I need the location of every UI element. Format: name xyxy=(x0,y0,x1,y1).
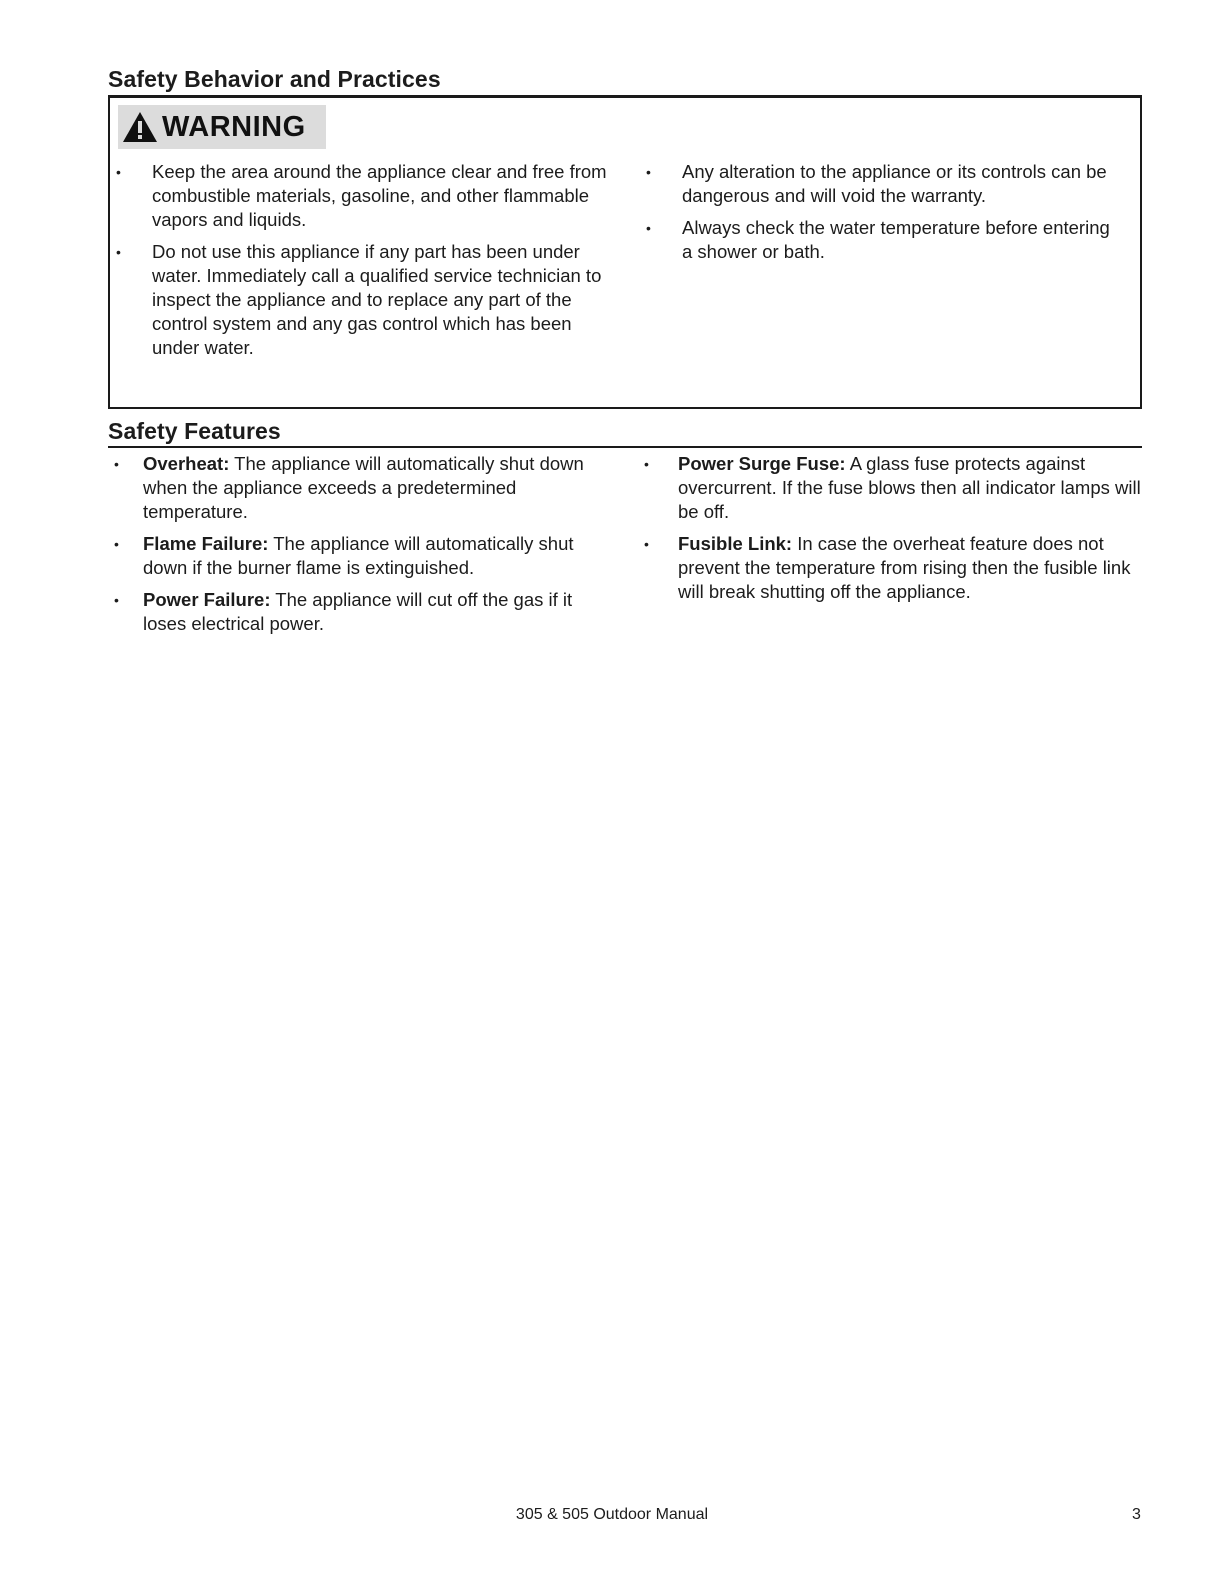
bullet: • xyxy=(646,164,651,180)
bullet: • xyxy=(644,456,649,472)
list-item xyxy=(116,160,622,232)
feature-term: Fusible Link: xyxy=(678,533,793,554)
list-item xyxy=(114,588,613,636)
list-item xyxy=(646,160,1122,208)
section-title-safety-behavior: Safety Behavior and Practices xyxy=(108,66,441,92)
feature-text: In case the overheat feature does not prevent the temperature from rising then the fusible link will break shutting off the appliance. xyxy=(678,533,1131,602)
bullet: • xyxy=(114,592,119,608)
bullet: • xyxy=(646,220,651,236)
feature-term: Overheat: xyxy=(143,453,230,474)
page-number: 3 xyxy=(1132,1506,1141,1523)
list-item xyxy=(646,216,1122,264)
warning-list-right xyxy=(646,160,1122,272)
feature-text: The appliance will cut off the gas if it loses electrical power. xyxy=(143,589,573,634)
list-item xyxy=(116,240,622,360)
footer-title: 305 & 505 Outdoor Manual xyxy=(515,1506,709,1523)
bullet: • xyxy=(114,536,119,552)
section-title-safety-features: Safety Features xyxy=(108,418,281,444)
features-list-right xyxy=(644,452,1148,612)
feature-text: The appliance will automatically shut down if the burner flame is extinguished. xyxy=(143,533,574,578)
list-item-text: Keep the area around the appliance clear and free from combustible materials, gasoline, and other flammable vapors and liquids. xyxy=(152,161,607,230)
feature-term: Power Failure: xyxy=(143,589,271,610)
warning-header xyxy=(118,105,326,149)
list-item xyxy=(644,452,1148,524)
list-item-text: Always check the water temperature before entering a shower or bath. xyxy=(682,217,1110,262)
feature-text: The appliance will automatically shut down when the appliance exceeds a predetermined temperature. xyxy=(143,453,584,522)
list-item xyxy=(644,532,1148,604)
warning-triangle-icon xyxy=(122,111,158,143)
list-item xyxy=(114,532,613,580)
bullet: • xyxy=(116,244,121,260)
bullet: • xyxy=(116,164,121,180)
warning-label: WARNING xyxy=(162,110,306,143)
bullet: • xyxy=(644,536,649,552)
list-item-text: Any alteration to the appliance or its controls can be dangerous and will void the warranty. xyxy=(682,161,1107,206)
feature-term: Flame Failure: xyxy=(143,533,269,554)
feature-term: Power Surge Fuse: xyxy=(678,453,846,474)
features-list-left xyxy=(114,452,613,644)
warning-list-left xyxy=(116,160,622,368)
feature-text: A glass fuse protects against overcurrent. If the fuse blows then all indicator lamps will be off. xyxy=(678,453,1141,522)
list-item xyxy=(114,452,613,524)
list-item-text: Do not use this appliance if any part has been under water. Immediately call a qualified service technician to inspect the appliance and to replace any part of the control system and any gas control which has been under water. xyxy=(152,241,602,358)
section-rule xyxy=(108,446,1142,448)
bullet: • xyxy=(114,456,119,472)
